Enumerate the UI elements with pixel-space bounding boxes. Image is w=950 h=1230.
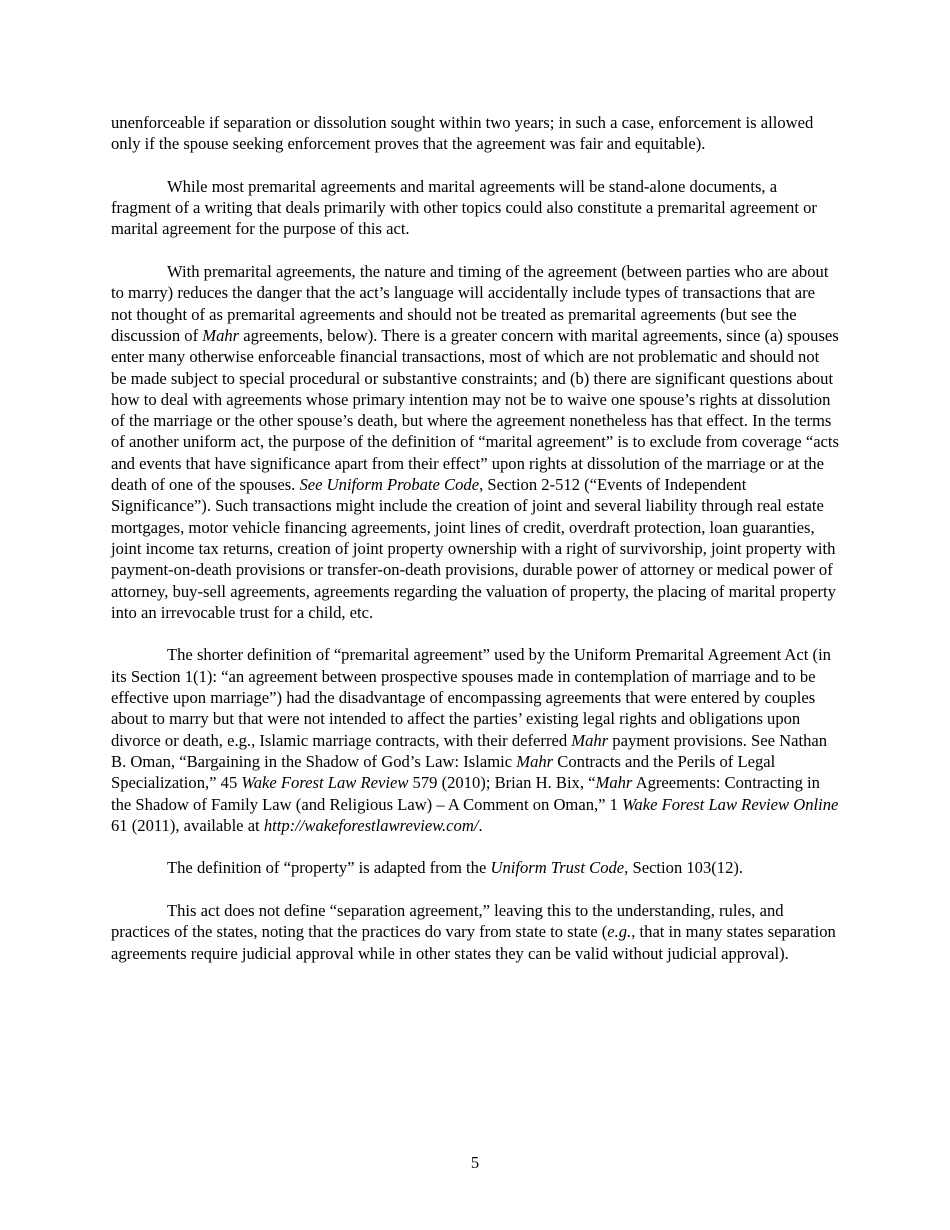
text-run: agreements, below). There is a greater concern with marital agreements, since (a) spouses enter many otherwise enforceable financial transactions, most of which are not problematic and should not be made subject to special procedural or substantive constraints; and (b) there are significant questions about how to deal with agreements whose primary intention may not be to waive one spouse’s rights at dissolution of the marriage or the other spouse’s death, but where the agreement nonetheless has that effect. In the terms of another uniform act, the purpose of the definition of “marital agreement” is to exclude from coverage “acts and events that have significance apart from their effect” upon rights at dissolution of the marriage or at the death of one of the spouses. bbox=[111, 325, 839, 495]
text-run: , Section 103(12). bbox=[624, 858, 744, 878]
document-body bbox=[111, 112, 839, 985]
italic-text: Mahr bbox=[202, 325, 240, 345]
text-run: The definition of “property” is adapted from the bbox=[167, 858, 491, 878]
text-run: . bbox=[478, 815, 483, 835]
page-number: 5 bbox=[470, 1153, 480, 1172]
text-run: 61 (2011), available at bbox=[111, 815, 264, 835]
paragraph bbox=[111, 900, 839, 964]
text-run: unenforceable if separation or dissolution sought within two years; in such a case, enforcement is allowed only if the spouse seeking enforcement proves that the agreement was fair and equitable). bbox=[111, 113, 814, 154]
text-run: With premarital agreements, the nature and timing of the agreement (between parties who are about to marry) reduces the danger that the act’s language will accidentally include types of transactions that are not thought of as premarital agreements and should not be treated as premarital agreements (but see the discussion of bbox=[111, 262, 829, 345]
italic-text: Wake Forest Law Review bbox=[241, 773, 409, 793]
text-run: , Section 2-512 (“Events of Independent Significance”). Such transactions might include the creation of joint and several liability through real estate mortgages, motor vehicle financing agreements, joint lines of credit, overdraft protection, loan guaranties, joint income tax returns, creation of joint property ownership with a right of survivorship, joint property with payment-on-death provisions or transfer-on-death provisions, durable power of attorney or medical power of attorney, buy-sell agreements, agreements regarding the valuation of property, the placing of marital property into an irrevocable trust for a child, etc. bbox=[111, 475, 836, 622]
text-run: The shorter definition of “premarital agreement” used by the Uniform Premarital Agreement Act (in its Section 1(1): “an agreement between prospective spouses made in contemplation of marriage and to be effective upon marriage”) had the disadvantage of encompassing agreements that were entered by couples about to marry but that were not intended to affect the parties’ existing legal rights and obligations upon divorce or death, e.g., Islamic marriage contracts, with their deferred bbox=[111, 645, 831, 750]
italic-text: Mahr bbox=[516, 751, 554, 771]
paragraph bbox=[111, 857, 839, 878]
italic-text: e.g. bbox=[607, 922, 632, 942]
italic-text: http://wakeforestlawreview.com/ bbox=[263, 815, 479, 835]
text-run: This act does not define “separation agreement,” leaving this to the understanding, rules, and practices of the states, noting that the practices do vary from state to state ( bbox=[111, 900, 784, 942]
text-run: 579 (2010); Brian H. Bix, “ bbox=[408, 773, 596, 793]
italic-text: Mahr bbox=[595, 773, 633, 793]
paragraph bbox=[111, 261, 839, 623]
text-run: Contracts and the Perils of Legal Specialization,” 45 bbox=[111, 751, 776, 793]
text-run: payment provisions. See Nathan B. Oman, “Bargaining in the Shadow of God’s Law: Islamic bbox=[111, 730, 828, 771]
text-run: While most premarital agreements and marital agreements will be stand-alone documents, a fragment of a writing that deals primarily with other topics could also constitute a premarital agreement or marital agreement for the purpose of this act. bbox=[111, 176, 817, 239]
italic-text: Mahr bbox=[571, 730, 609, 750]
italic-text: See Uniform Probate Code bbox=[299, 475, 480, 495]
paragraph bbox=[111, 176, 839, 240]
italic-text: Uniform Trust Code bbox=[490, 858, 625, 878]
paragraph bbox=[111, 644, 839, 836]
text-run: Agreements: Contracting in the Shadow of Family Law (and Religious Law) – A Comment on Oman,” 1 bbox=[111, 773, 820, 814]
italic-text: Wake Forest Law Review Online bbox=[622, 794, 839, 814]
text-run: , that in many states separation agreements require judicial approval while in other states they can be valid without judicial approval). bbox=[111, 922, 836, 963]
paragraph bbox=[111, 112, 839, 155]
